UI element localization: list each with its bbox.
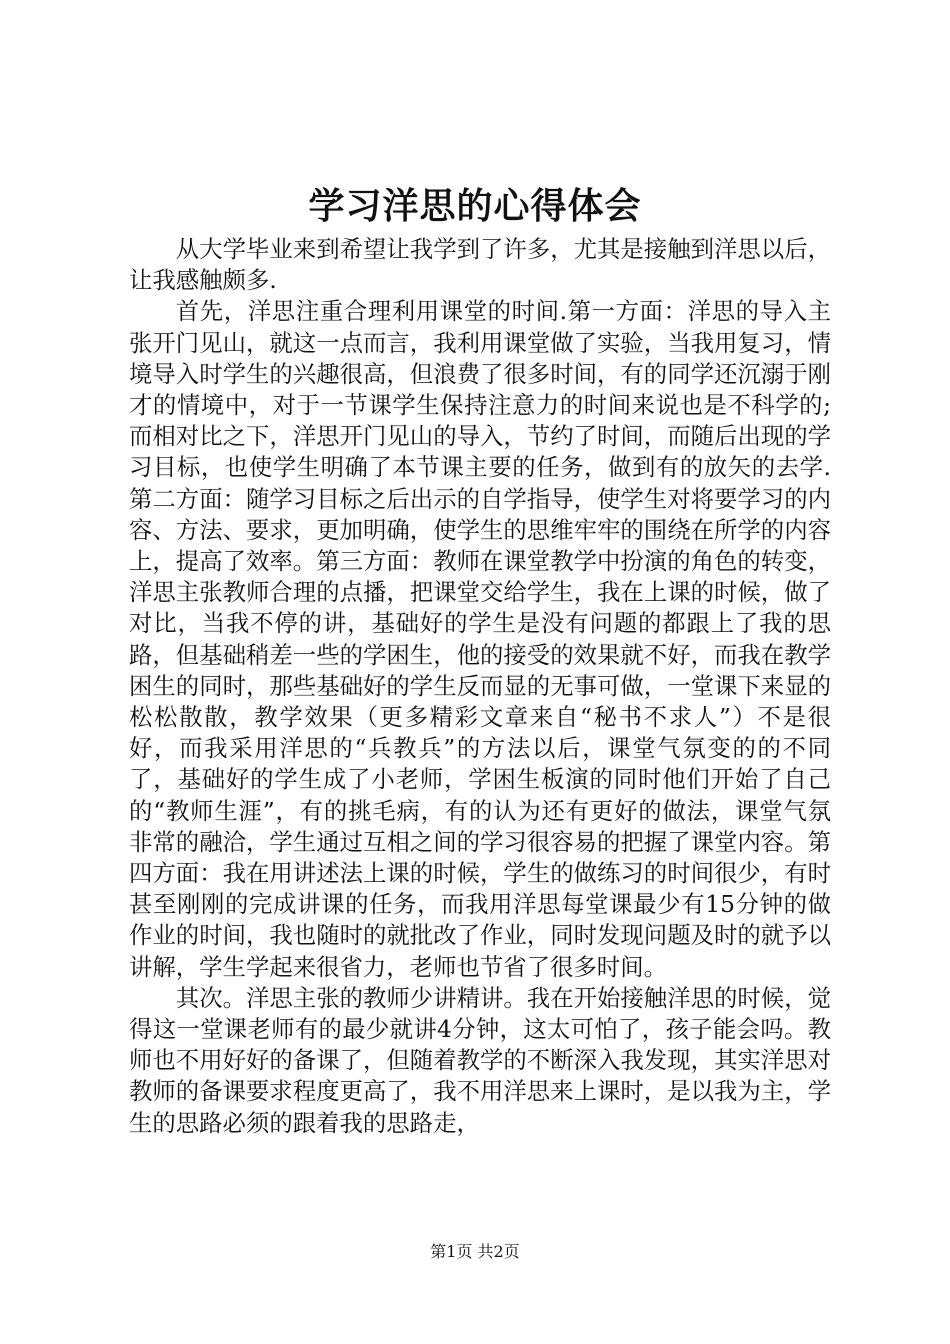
document-body — [129, 234, 831, 1139]
paragraph-first: 首先，洋思注重合理利用课堂的时间.第一方面：洋思的导入主张开门见山，就这一点而言，我利用课堂做了实验，当我用复习，情境导入时学生的兴趣很高，但浪费了很多时间，有的同学还沉溺于刚才的情境中，对于一节课学生保持注意力的时间来说也是不科学的;而相对比之下，洋思开门见山的导入，节约了时间，而随后出现的学习目标，也使学生明确了本节课主要的任务，做到有的放矢的去学.第二方面：随学习目标之后出示的自学指导，使学生对将要学习的内容、方法、要求，更加明确，使学生的思维牢牢的围绕在所学的内容上，提高了效率。第三方面：教师在课堂教学中扮演的角色的转变，洋思主张教师合理的点播，把课堂交给学生，我在上课的时候，做了对比，当我不停的讲，基础好的学生是没有问题的都跟上了我的思路，但基础稍差一些的学困生，他的接受的效果就不好，而我在教学困生的同时，那些基础好的学生反而显的无事可做，一堂课下来显的松松散散，教学效果（更多精彩文章来自“秘书不求人”）不是很好，而我采用洋思的“兵教兵”的方法以后，课堂气氛变的的不同了，基础好的学生成了小老师，学困生板演的同时他们开始了自己的“教师生涯”，有的挑毛病，有的认为还有更好的做法，课堂气氛非常的融洽，学生通过互相之间的学习很容易的把握了课堂内容。第四方面：我在用讲述法上课的时候，学生的做练习的时间很少，有时甚至刚刚的完成讲课的任务，而我用洋思每堂课最少有15分钟的做作业的时间，我也随时的就批改了作业，同时发现问题及时的就予以讲解，学生学起来很省力，老师也节省了很多时间。 — [129, 297, 831, 981]
document-title: 学习洋思的心得体会 — [308, 185, 642, 227]
paragraph-second: 其次。洋思主张的教师少讲精讲。我在开始接触洋思的时候，觉得这一堂课老师有的最少就讲4分钟，这太可怕了，孩子能会吗。教师也不用好好的备课了，但随着教学的不断深入我发现，其实洋思对教师的备课要求程度更高了，我不用洋思来上课时，是以我为主，学生的思路必须的跟着我的思路走， — [129, 983, 831, 1137]
page-number-footer: 第1页 共2页 — [430, 1242, 520, 1261]
paragraph-intro: 从大学毕业来到希望让我学到了许多，尤其是接触到洋思以后，让我感触颇多. — [129, 235, 831, 295]
